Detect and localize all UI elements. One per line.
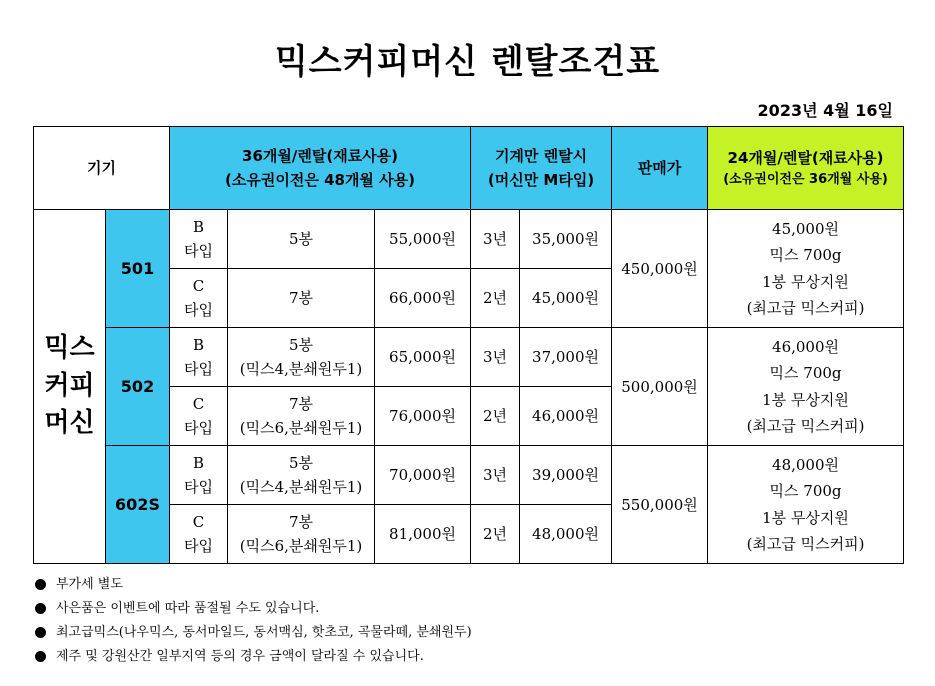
document-date: 2023년 4월 16일	[757, 101, 893, 120]
bags-count: 7봉	[288, 395, 314, 413]
note-text: 최고급믹스(나우믹스, 동서마일드, 동서맥심, 핫초코, 곡물라떼, 분쇄원두)	[56, 625, 472, 640]
bags-detail: (믹스4,분쇄원두1)	[239, 478, 363, 496]
bags-cell	[228, 505, 375, 564]
model-name: 602S	[106, 446, 170, 564]
table-row	[34, 210, 904, 269]
rental24-cell	[708, 446, 904, 564]
note-text: 사은품은 이벤트에 따라 품절될 수도 있습니다.	[56, 601, 320, 616]
header-rental24-note: (소유권이전은 36개월 사용)	[723, 171, 888, 187]
machine-only-price: 37,000원	[520, 328, 612, 387]
bags-count: 5봉	[288, 454, 314, 472]
years-cell: 3년	[471, 446, 520, 505]
rental36-price: 81,000원	[375, 505, 471, 564]
rental24-cell	[708, 210, 904, 328]
rental24-price: 48,000원	[772, 456, 840, 474]
header-device: 기기	[34, 127, 170, 210]
rental24-gift: 믹스 700g	[769, 364, 842, 383]
rental24-gift: (최고급 믹스커피)	[746, 416, 865, 435]
sale-price: 500,000원	[612, 328, 708, 446]
header-sale-price: 판매가	[612, 127, 708, 210]
note-item	[34, 601, 472, 625]
machine-only-price: 48,000원	[520, 505, 612, 564]
bags-detail: (믹스4,분쇄원두1)	[239, 360, 363, 378]
bullet-icon	[35, 603, 46, 614]
rental36-price: 70,000원	[375, 446, 471, 505]
type-label: 타입	[184, 478, 213, 496]
header-rental24	[708, 127, 904, 210]
bags-cell	[228, 387, 375, 446]
model-name: 501	[106, 210, 170, 328]
bags-cell	[228, 328, 375, 387]
rental24-gift: (최고급 믹스커피)	[746, 298, 865, 317]
header-rental36-note: (소유권이전은 48개월 사용)	[225, 171, 415, 189]
type-label: 타입	[184, 360, 213, 378]
rental36-price: 66,000원	[375, 269, 471, 328]
header-rental36-title: 36개월/렌탈(재료사용)	[242, 147, 399, 165]
type-cell	[170, 210, 228, 269]
type-letter: B	[193, 336, 205, 354]
rental24-gift: 1봉 무상지원	[762, 508, 849, 527]
header-row	[34, 127, 904, 210]
bags-detail: (믹스6,분쇄원두1)	[239, 419, 363, 437]
bags-detail: (믹스6,분쇄원두1)	[239, 537, 363, 555]
type-cell	[170, 446, 228, 505]
header-rental36	[170, 127, 471, 210]
bags-count: 7봉	[288, 289, 314, 307]
rental-conditions-table	[33, 126, 904, 564]
model-name: 502	[106, 328, 170, 446]
bullet-icon	[35, 651, 46, 662]
header-machine-only	[471, 127, 612, 210]
years-cell: 2년	[471, 505, 520, 564]
sale-price: 450,000원	[612, 210, 708, 328]
header-machine-only-note: (머신만 M타입)	[487, 171, 595, 189]
machine-only-price: 46,000원	[520, 387, 612, 446]
header-rental24-title: 24개월/렌탈(재료사용)	[727, 148, 884, 167]
type-label: 타입	[184, 242, 213, 260]
rental24-gift: 1봉 무상지원	[762, 390, 849, 409]
type-letter: B	[193, 454, 205, 472]
bags-cell	[228, 210, 375, 269]
rental24-gift: 믹스 700g	[769, 246, 842, 265]
bags-count: 7봉	[288, 513, 314, 531]
category-line: 머신	[44, 408, 95, 439]
machine-only-price: 35,000원	[520, 210, 612, 269]
page-title: 믹스커피머신 렌탈조건표	[274, 42, 661, 82]
bags-cell	[228, 446, 375, 505]
type-cell	[170, 328, 228, 387]
type-letter: C	[192, 277, 205, 295]
note-item	[34, 625, 472, 649]
rental24-gift: 믹스 700g	[769, 482, 842, 501]
notes-list	[34, 577, 472, 673]
years-cell: 3년	[471, 328, 520, 387]
header-machine-only-title: 기계만 렌탈시	[494, 147, 588, 165]
rental24-price: 45,000원	[772, 220, 840, 238]
table-row	[34, 328, 904, 387]
type-label: 타입	[184, 537, 213, 555]
bags-count: 5봉	[288, 230, 314, 248]
machine-only-price: 39,000원	[520, 446, 612, 505]
type-cell	[170, 387, 228, 446]
category-line: 믹스	[44, 332, 95, 363]
rental36-price: 55,000원	[375, 210, 471, 269]
category-cell	[34, 210, 106, 564]
type-cell	[170, 269, 228, 328]
note-item	[34, 649, 472, 673]
note-text: 부가세 별도	[56, 577, 123, 592]
note-text: 제주 및 강원산간 일부지역 등의 경우 금액이 달라질 수 있습니다.	[56, 649, 424, 664]
years-cell: 2년	[471, 387, 520, 446]
rental36-price: 65,000원	[375, 328, 471, 387]
rental36-price: 76,000원	[375, 387, 471, 446]
type-label: 타입	[184, 419, 213, 437]
sale-price: 550,000원	[612, 446, 708, 564]
rental24-price: 46,000원	[772, 338, 840, 356]
rental24-gift: 1봉 무상지원	[762, 272, 849, 291]
category-line: 커피	[44, 370, 95, 401]
bullet-icon	[35, 579, 46, 590]
rental24-gift: (최고급 믹스커피)	[746, 534, 865, 553]
bags-count: 5봉	[288, 336, 314, 354]
machine-only-price: 45,000원	[520, 269, 612, 328]
bullet-icon	[35, 627, 46, 638]
type-letter: C	[192, 513, 205, 531]
type-letter: C	[192, 395, 205, 413]
note-item	[34, 577, 472, 601]
years-cell: 2년	[471, 269, 520, 328]
type-label: 타입	[184, 301, 213, 319]
table-row	[34, 446, 904, 505]
years-cell: 3년	[471, 210, 520, 269]
type-letter: B	[193, 218, 205, 236]
rental24-cell	[708, 328, 904, 446]
type-cell	[170, 505, 228, 564]
bags-cell	[228, 269, 375, 328]
